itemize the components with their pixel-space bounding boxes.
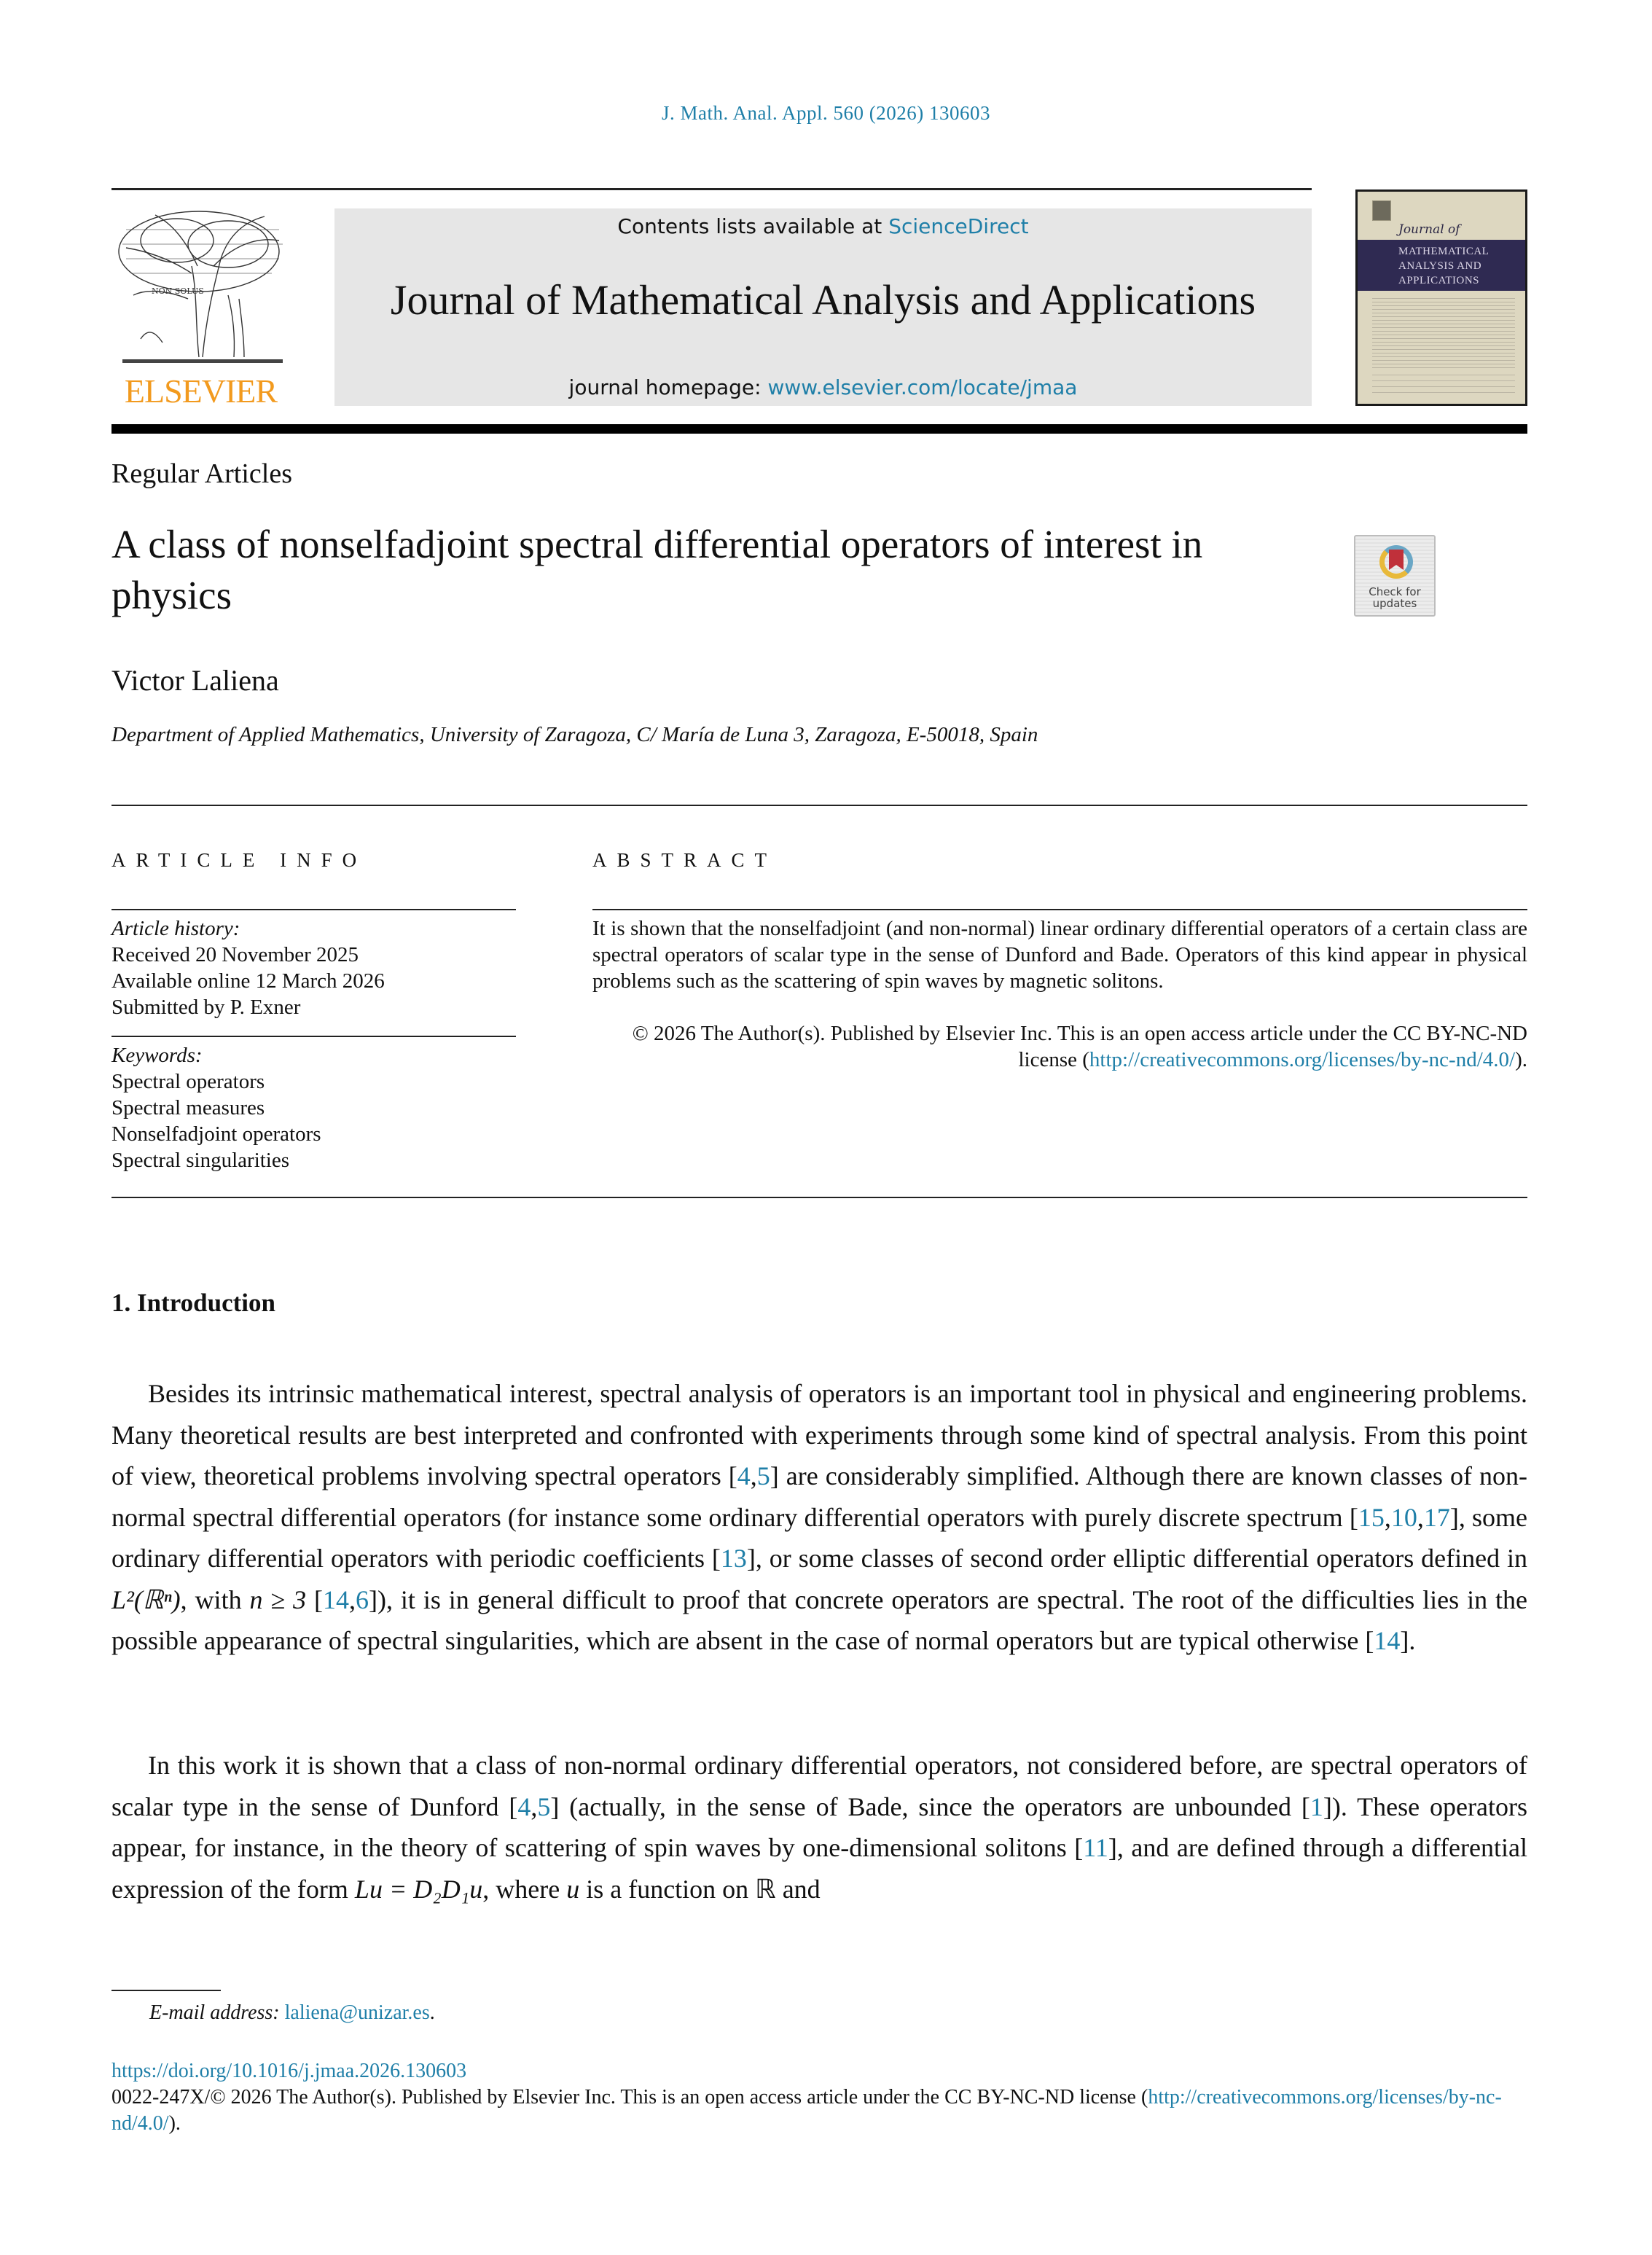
citation-link[interactable]: 14	[323, 1584, 350, 1614]
text: ,	[750, 1461, 757, 1490]
article-title: A class of nonselfadjoint spectral differential operators of interest in physics	[111, 522, 1203, 617]
math-expression: u	[566, 1874, 580, 1904]
text: [	[306, 1584, 324, 1614]
elsevier-tree-icon	[111, 208, 290, 368]
text: ], or some classes of second order elliptic differential operators defined in	[746, 1544, 1527, 1573]
contents-prefix: Contents lists available at	[617, 214, 889, 238]
cover-elsevier-logo-icon	[1372, 200, 1391, 221]
citation-link[interactable]: 11	[1083, 1833, 1108, 1862]
text: is a function on ℝ and	[579, 1874, 821, 1904]
text: ]), it is in general difficult to proof that concrete operators are spectral. The root of the difficulties lies in the possible appearance of spectral singularities, which are absent in the case of normal operators but are typical otherwise [	[111, 1584, 1527, 1655]
history-caption: Article history:	[111, 917, 240, 940]
license-link[interactable]: http://creativecommons.org/licenses/by-nc-nd/4.0/	[1089, 1048, 1516, 1071]
cover-journal-of: Journal of	[1398, 222, 1460, 237]
text: ]). These operators appear, for instance, in the theory of scattering of spin waves by one-dimensional solitons [	[111, 1791, 1528, 1862]
sciencedirect-link[interactable]: ScienceDirect	[888, 214, 1029, 238]
cover-editor-list	[1372, 298, 1515, 371]
citation-link[interactable]: 4	[517, 1791, 531, 1821]
divider	[111, 909, 516, 910]
intro-paragraph-1	[111, 1373, 1527, 1662]
contents-line	[334, 208, 1312, 245]
citation-link[interactable]: 17	[1423, 1502, 1450, 1532]
homepage-prefix: journal homepage:	[568, 375, 768, 399]
keyword: Spectral operators	[111, 1070, 265, 1093]
text: ,	[1417, 1502, 1424, 1532]
math-expression: n ≥ 3	[249, 1584, 307, 1614]
email-suffix: .	[429, 2001, 435, 2024]
text: , where	[482, 1874, 567, 1904]
text: ] are considerably simplified. Although there are known classes of non-normal spectral differential operators (for instance some ordinary differential operators with purely discrete spectrum [	[111, 1461, 1527, 1532]
math-expression: Lu = D₂D₁u	[354, 1874, 483, 1904]
history-item: Available online 12 March 2026	[111, 969, 385, 993]
history-item: Received 20 November 2025	[111, 943, 359, 966]
elsevier-logo[interactable]	[111, 208, 290, 410]
citation-link[interactable]: 5	[537, 1791, 551, 1821]
check-for-updates-button[interactable]	[1354, 535, 1436, 617]
text: , with	[180, 1584, 250, 1614]
footer-license-link[interactable]: http://creativecommons.org/licenses/by-nc-nd/4.0/	[111, 2086, 1502, 2135]
keyword: Spectral measures	[111, 1096, 265, 1119]
journal-title: Journal of Mathematical Analysis and Applications	[390, 276, 1256, 324]
citation-link[interactable]: 4	[737, 1461, 751, 1490]
citation-link[interactable]: 1	[1310, 1791, 1323, 1821]
article-info-heading: ARTICLE INFO	[111, 849, 367, 871]
license-suffix: ).	[168, 2112, 181, 2135]
divider	[592, 909, 1527, 910]
keyword: Spectral singularities	[111, 1149, 290, 1172]
text: ,	[1384, 1502, 1391, 1532]
abstract-text: It is shown that the nonselfadjoint (and non-normal) linear ordinary differential operators of a certain class are spectral operators of scalar type in the sense of Dunford and Bade. Operators of this kind appear in physical problems such as the scattering of spin waves by magnetic solitons.	[592, 917, 1527, 993]
intro-paragraph-2	[111, 1745, 1527, 1910]
text: ].	[1400, 1626, 1416, 1655]
abstract-heading: ABSTRACT	[592, 849, 778, 871]
section-heading-introduction: 1. Introduction	[111, 1289, 275, 1317]
keywords-list	[111, 1042, 516, 1173]
text: ] (actually, in the sense of Bade, since the operators are unbounded [	[550, 1791, 1310, 1821]
text: ,	[349, 1584, 356, 1614]
citation-link[interactable]: 6	[356, 1584, 369, 1614]
text: In this work it is shown that a class of non-normal ordinary differential operators, not considered before, are spectral operators of scalar type in the sense of Dunford [	[111, 1751, 1527, 1821]
keywords-caption: Keywords:	[111, 1044, 203, 1067]
journal-banner	[334, 208, 1312, 406]
copyright-suffix: ).	[1515, 1048, 1527, 1071]
footnote-rule	[111, 1990, 221, 1991]
citation-link[interactable]: 13	[720, 1544, 747, 1573]
citation-link[interactable]: 15	[1358, 1502, 1385, 1532]
citation-link[interactable]: 5	[756, 1461, 770, 1490]
check-updates-label: Check for updates	[1369, 585, 1421, 610]
journal-homepage-link[interactable]: www.elsevier.com/locate/jmaa	[767, 375, 1078, 399]
divider	[111, 805, 1527, 806]
copyright-text: © 2026 The Author(s). Published by Elsevier Inc. This is an open access article under the CC BY-NC-ND license (	[632, 1022, 1527, 1071]
journal-cover-thumbnail[interactable]	[1355, 189, 1527, 406]
cover-title-line: MATHEMATICAL	[1398, 246, 1489, 257]
text: Besides its intrinsic mathematical interest, spectral analysis of operators is an important tool in physical and engineering problems. Many theoretical results are best interpreted and confronted with experiments through some kind of spectral analysis. From this point of view, theoretical problems involving spectral operators [	[111, 1379, 1527, 1490]
divider	[111, 1036, 516, 1037]
keyword: Nonselfadjoint operators	[111, 1122, 321, 1146]
math-expression: L²(ℝⁿ)	[111, 1584, 181, 1614]
cover-title-band	[1358, 240, 1525, 291]
citation-link[interactable]: 10	[1390, 1502, 1417, 1532]
email-footnote	[149, 2001, 435, 2025]
article-history	[111, 915, 516, 1020]
history-item: Submitted by P. Exner	[111, 996, 301, 1019]
issn-copyright	[111, 2084, 1527, 2137]
section-type: Regular Articles	[111, 458, 292, 489]
divider	[111, 1197, 1527, 1198]
author-name[interactable]: Victor Laliena	[111, 664, 279, 697]
homepage-line	[334, 370, 1312, 406]
header-rule	[111, 188, 1312, 190]
abstract-copyright	[592, 1020, 1527, 1073]
text: ], and are defined through a differential expression of the form	[111, 1833, 1527, 1904]
cover-footer	[1372, 375, 1515, 394]
citation-link[interactable]: 14	[1374, 1626, 1401, 1655]
issn-text: 0022-247X/© 2026 The Author(s). Published by Elsevier Inc. This is an open access article under the CC BY-NC-ND license (	[111, 2086, 1148, 2109]
elsevier-wordmark: ELSEVIER	[124, 372, 278, 410]
running-head-citation[interactable]: J. Math. Anal. Appl. 560 (2026) 130603	[662, 102, 990, 124]
text: ], some ordinary differential operators with periodic coefficients [	[111, 1502, 1528, 1573]
cover-title-line: ANALYSIS AND	[1398, 260, 1482, 272]
masthead-thick-rule	[111, 424, 1527, 434]
text: ,	[531, 1791, 538, 1821]
cover-title-line: APPLICATIONS	[1398, 275, 1480, 286]
email-label: E-mail address:	[149, 2001, 280, 2024]
svg-text:NON SOLUS: NON SOLUS	[152, 286, 204, 296]
doi-link[interactable]: https://doi.org/10.1016/j.jmaa.2026.130603	[111, 2060, 467, 2082]
email-link[interactable]: laliena@unizar.es	[284, 2001, 430, 2024]
author-affiliation: Department of Applied Mathematics, University of Zaragoza, C/ María de Luna 3, Zaragoza, E-50018, Spain	[111, 723, 1038, 746]
